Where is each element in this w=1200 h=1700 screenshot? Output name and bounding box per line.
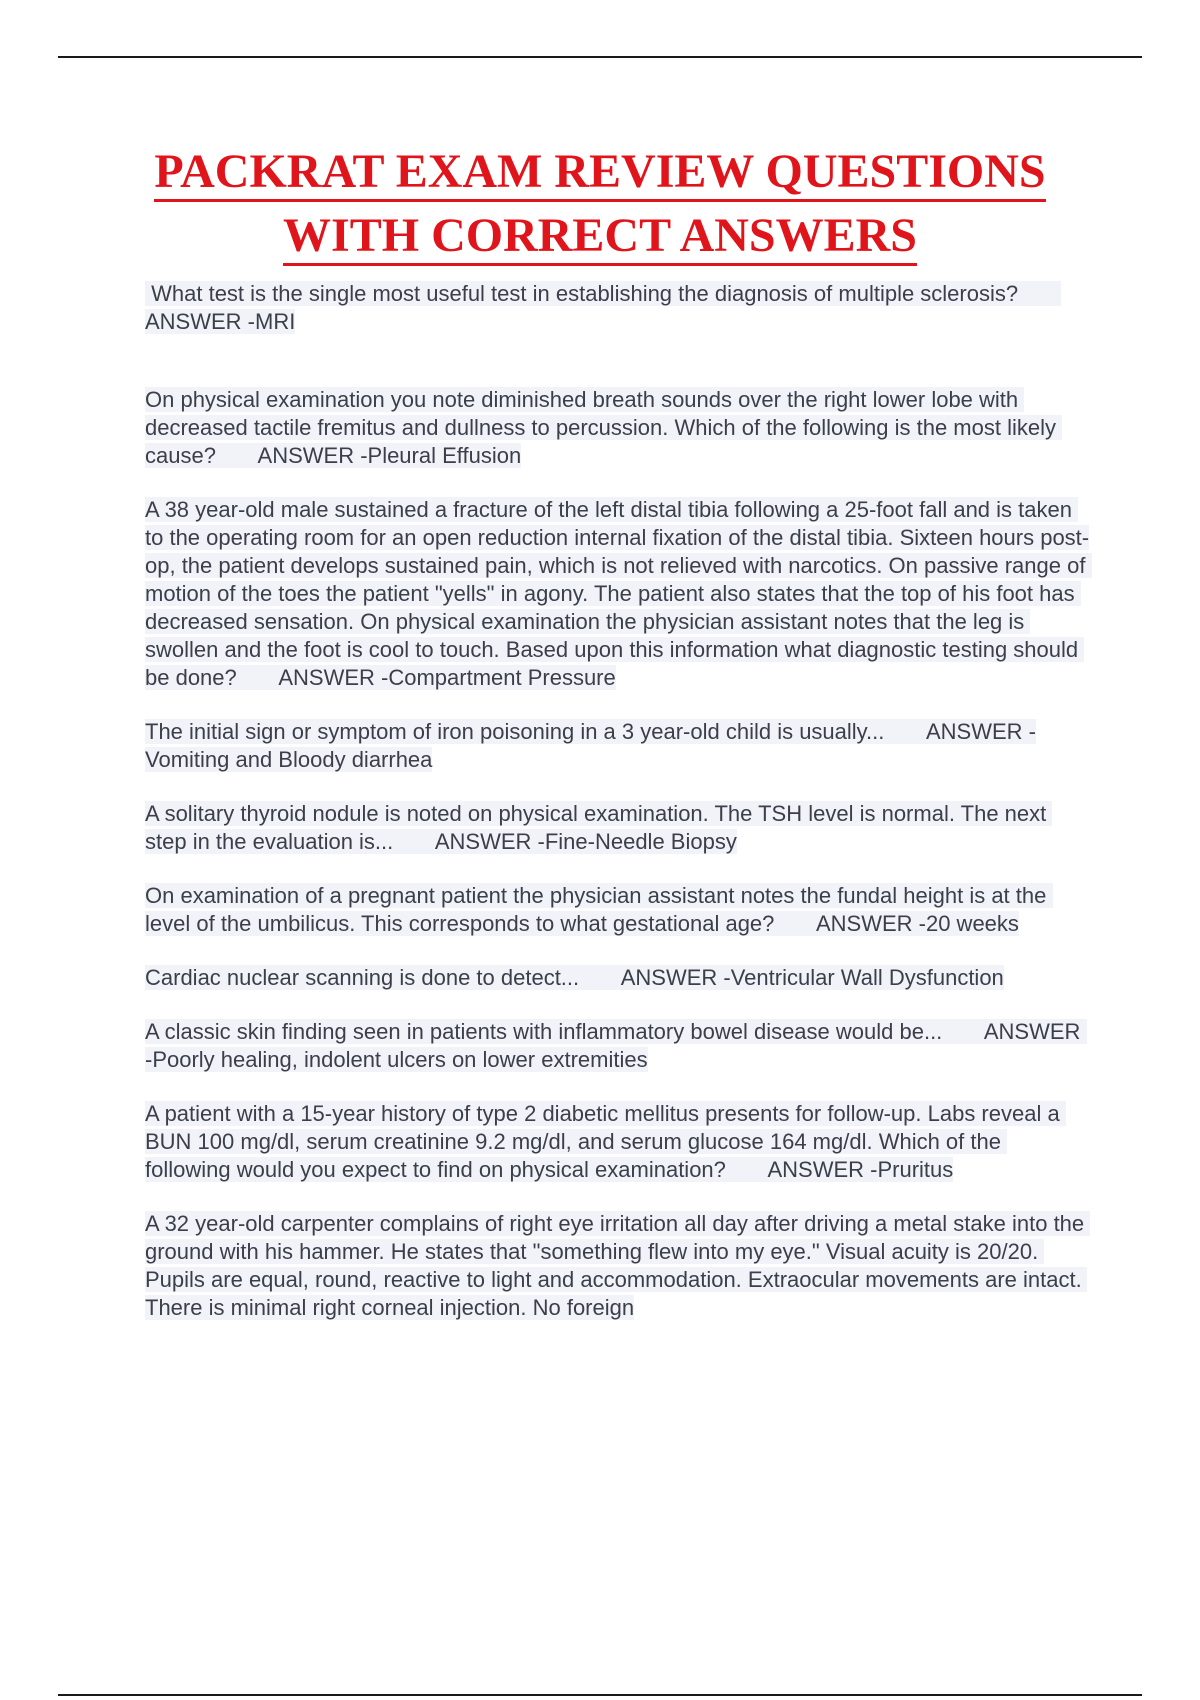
qa-item bbox=[145, 882, 1090, 938]
qa-item bbox=[145, 718, 1090, 774]
title-line-2: WITH CORRECT ANSWERS bbox=[283, 209, 917, 266]
bottom-rule bbox=[58, 1694, 1142, 1696]
qa-item bbox=[145, 800, 1090, 856]
qa-text: A solitary thyroid nodule is noted on physical examination. The TSH level is normal. The next step in the evaluation is... ANSWER -Fine-Needle Biopsy bbox=[145, 801, 1053, 854]
qa-text: On physical examination you note diminished breath sounds over the right lower lobe with decreased tactile fremitus and dullness to percussion. Which of the following is the most likely cause? ANSWER -Pleural Effusion bbox=[145, 387, 1063, 468]
qa-item bbox=[145, 1210, 1090, 1322]
qa-item bbox=[145, 964, 1090, 992]
qa-item bbox=[145, 1100, 1090, 1184]
qa-text: A 38 year-old male sustained a fracture of the left distal tibia following a 25-foot fall and is taken to the operating room for an open reduction internal fixation of the distal tibia. Sixteen hours post-op, the patient develops sustained pain, which is not relieved with narcotics. On passive range of motion of the toes the patient "yells" in agony. The patient also states that the top of his foot has decreased sensation. On physical examination the physician assistant notes that the leg is swollen and the foot is cool to touch. Based upon this information what diagnostic testing should be done? ANSWER -Compartment Pressure bbox=[145, 497, 1092, 690]
document-title bbox=[100, 142, 1100, 270]
title-line-1: PACKRAT EXAM REVIEW QUESTIONS bbox=[154, 145, 1045, 202]
qa-item bbox=[145, 386, 1090, 470]
qa-text: What test is the single most useful test in establishing the diagnosis of multiple sclerosis? ANSWER -MRI bbox=[145, 281, 1061, 334]
qa-text: Cardiac nuclear scanning is done to detect... ANSWER -Ventricular Wall Dysfunction bbox=[145, 965, 1004, 990]
top-rule bbox=[58, 56, 1142, 58]
qa-text: The initial sign or symptom of iron poisoning in a 3 year-old child is usually... ANSWER -Vomiting and Bloody diarrhea bbox=[145, 719, 1036, 772]
qa-item bbox=[145, 280, 1090, 336]
qa-item bbox=[145, 496, 1090, 692]
qa-list bbox=[145, 280, 1090, 1348]
qa-text: A classic skin finding seen in patients with inflammatory bowel disease would be... ANSWER -Poorly healing, indolent ulcers on lower extremities bbox=[145, 1019, 1087, 1072]
qa-text: A patient with a 15-year history of type 2 diabetic mellitus presents for follow-up. Labs reveal a BUN 100 mg/dl, serum creatinine 9.2 mg/dl, and serum glucose 164 mg/dl. Which of the following would you expect to find on physical examination? ANSWER -Pruritus bbox=[145, 1101, 1066, 1182]
qa-item bbox=[145, 1018, 1090, 1074]
qa-text: A 32 year-old carpenter complains of right eye irritation all day after driving a metal stake into the ground with his hammer. He states that "something flew into my eye." Visual acuity is 20/20. Pupils are equal, round, reactive to light and accommodation. Extraocular movements are intact. There is minimal right corneal injection. No foreign bbox=[145, 1211, 1091, 1320]
qa-text: On examination of a pregnant patient the physician assistant notes the fundal height is at the level of the umbilicus. This corresponds to what gestational age? ANSWER -20 weeks bbox=[145, 883, 1053, 936]
